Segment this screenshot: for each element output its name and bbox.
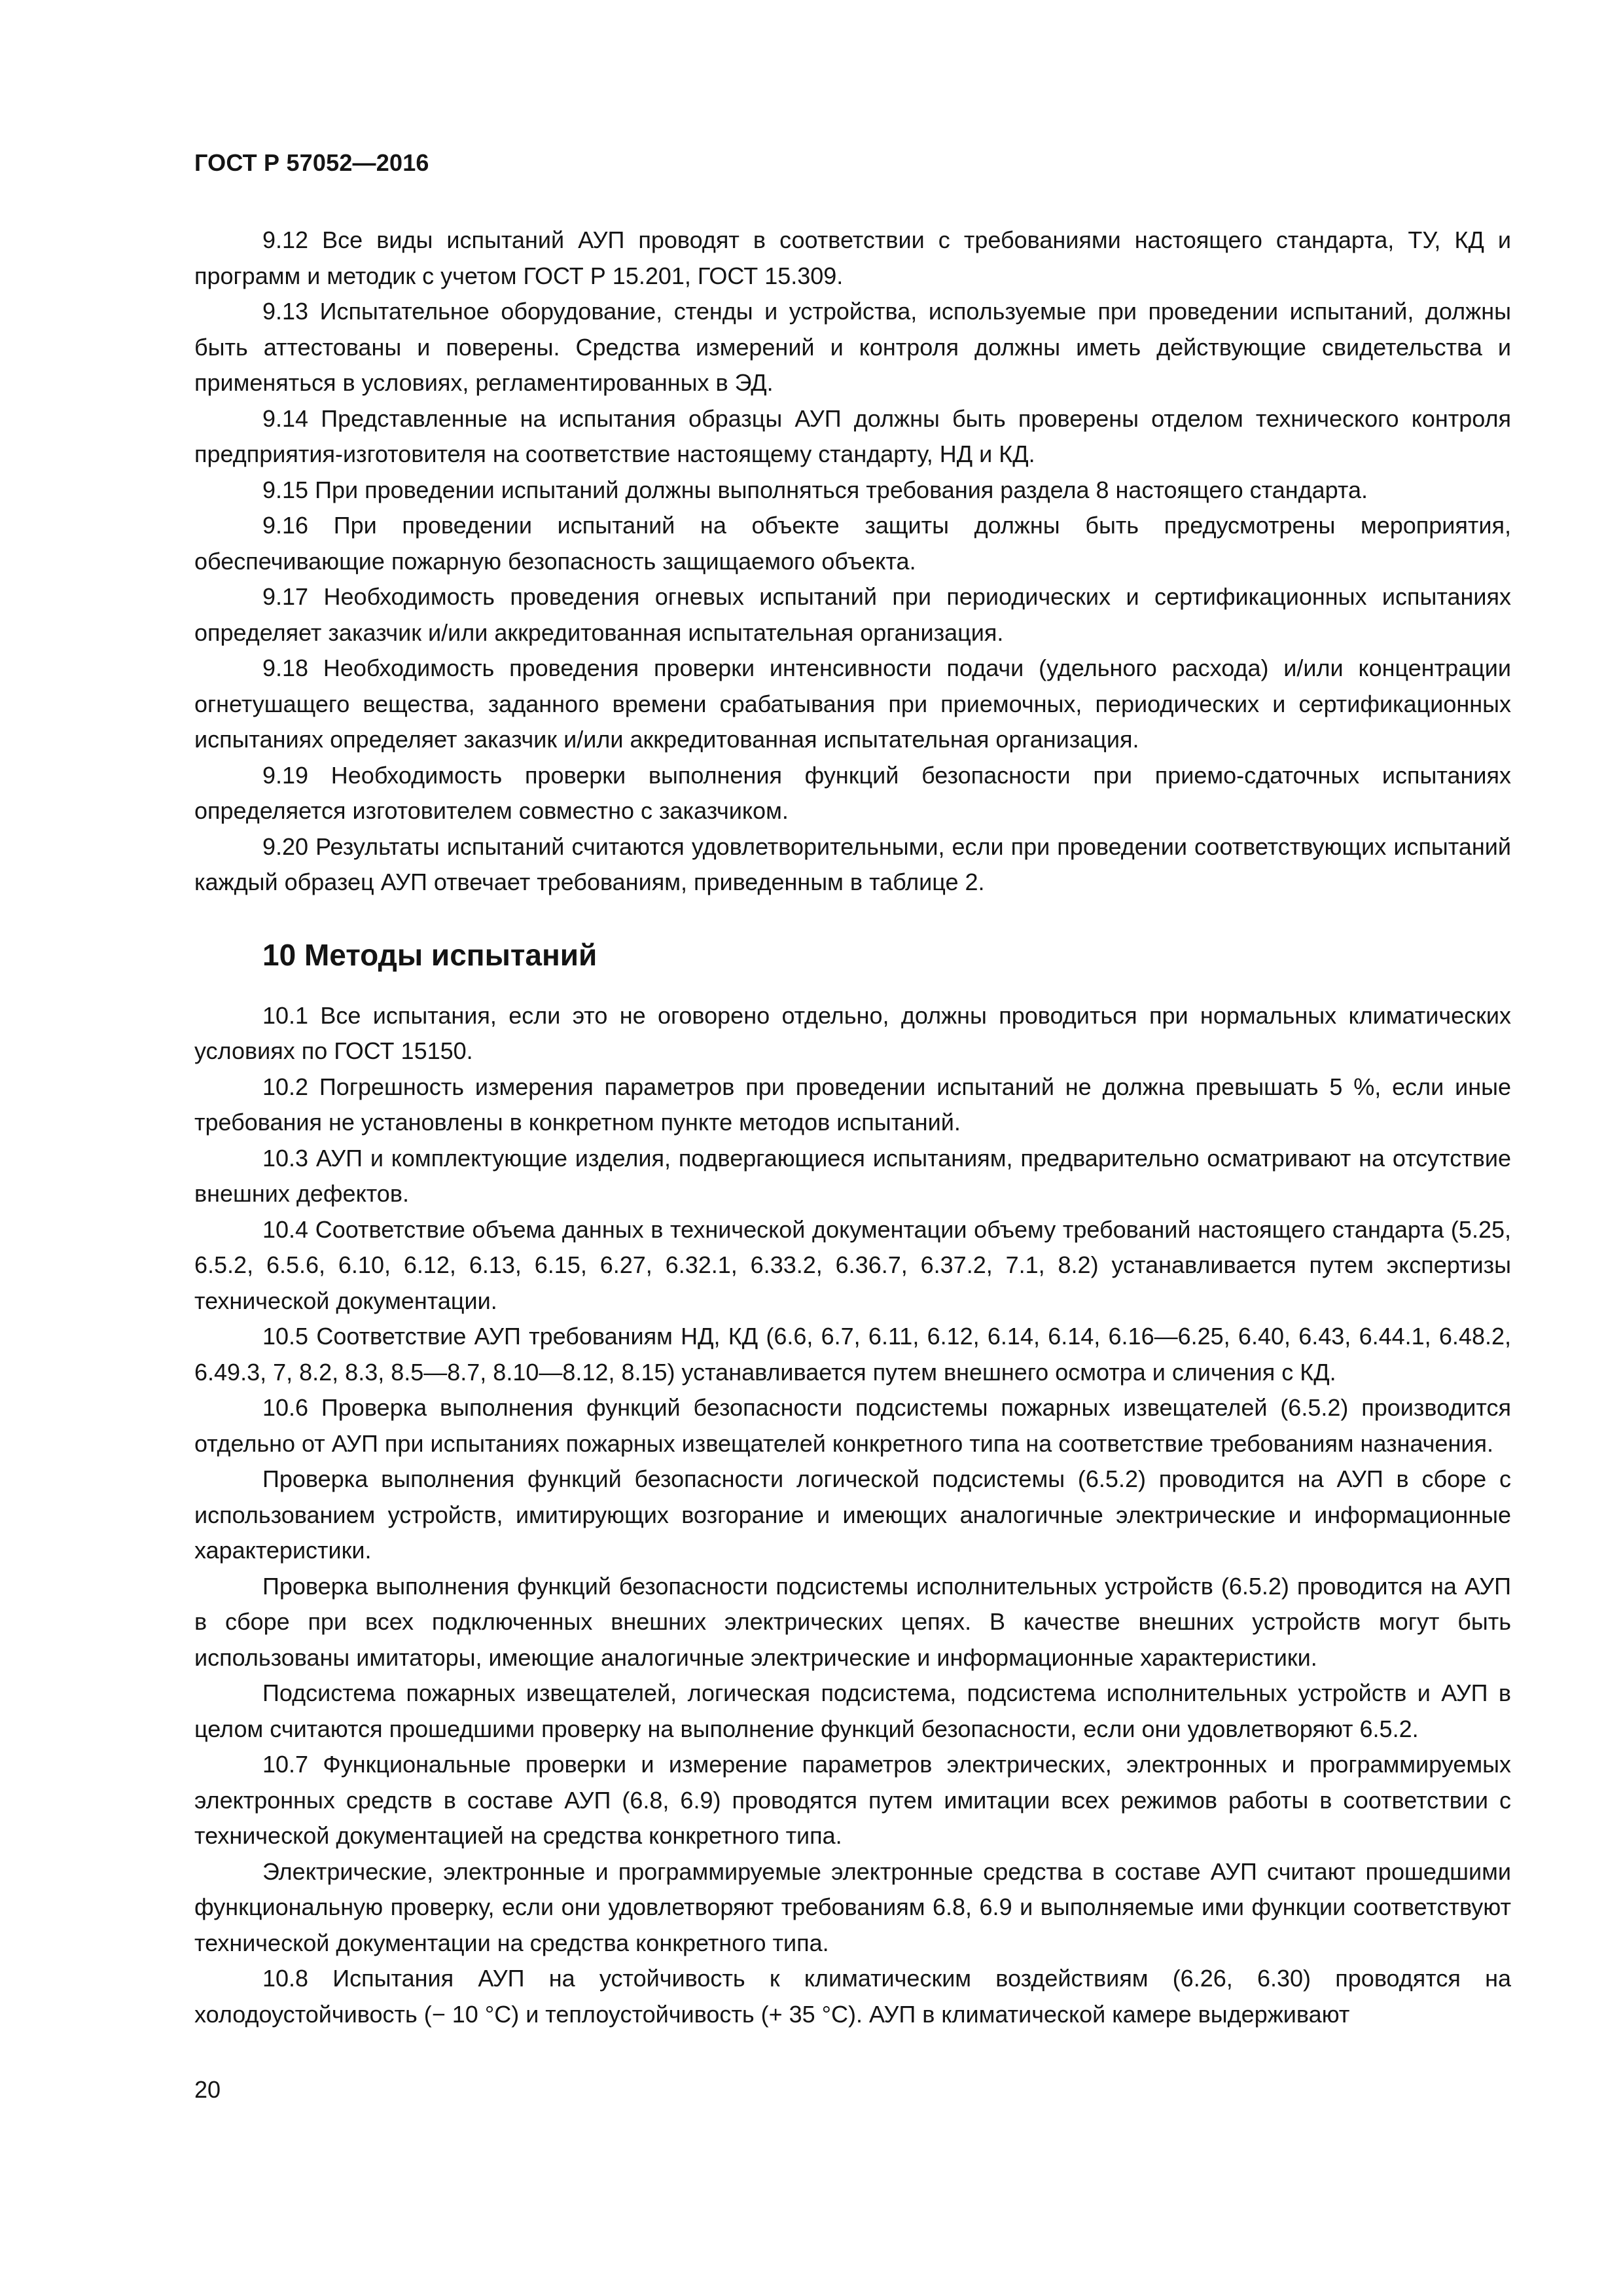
paragraph-10-7-result: Электрические, электронные и программируемые электронные средства в составе АУП считают прошедшими функциональную проверку, если они удовлетворяют требованиям 6.8, 6.9 и выполняемые ими функции соответствуют технической документации на средства конкретного типа.: [194, 1857, 1511, 1956]
paragraph-10-7: 10.7 Функциональные проверки и измерение параметров электрических, электронных и программируемых электронных средств в составе АУП (6.8, 6.9) проводятся путем имитации всех режимов работы в соответствии с технической документацией на средства конкретного типа.: [194, 1751, 1511, 1849]
paragraph-9-15: 9.15 При проведении испытаний должны выполняться требования раздела 8 настоящего стандарта.: [262, 476, 1368, 503]
document-body: [194, 223, 1511, 2032]
document-header: ГОСТ Р 57052—2016: [194, 149, 429, 176]
page-number: 20: [194, 2076, 221, 2103]
paragraph-10-6-summary: Подсистема пожарных извещателей, логическая подсистема, подсистема исполнительных устройств и АУП в целом считаются прошедшими проверку на выполнение функций безопасности, если они удовлетворяют 6.5.2.: [194, 1679, 1511, 1742]
paragraph-10-2: 10.2 Погрешность измерения параметров при проведении испытаний не должна превышать 5 %, если иные требования не установлены в конкретном пункте методов испытаний.: [194, 1073, 1511, 1136]
paragraph-9-17: 9.17 Необходимость проведения огневых испытаний при периодических и сертификационных испытаниях определяет заказчик и/или аккредитованная испытательная организация.: [194, 583, 1511, 646]
section-heading: 10 Методы испытаний: [262, 937, 597, 972]
paragraph-10-3: 10.3 АУП и комплектующие изделия, подвергающиеся испытаниям, предварительно осматривают на отсутствие внешних дефектов.: [194, 1144, 1511, 1207]
paragraph-10-4: 10.4 Соответствие объема данных в технической документации объему требований настоящего стандарта (5.25, 6.5.2, 6.5.6, 6.10, 6.12, 6.13, 6.15, 6.27, 6.32.1, 6.33.2, 6.36.7, 6.37.2, 7.1, 8.2) устанавливается путем экспертизы технической документации.: [194, 1215, 1511, 1314]
paragraph-10-5: 10.5 Соответствие АУП требованиям НД, КД (6.6, 6.7, 6.11, 6.12, 6.14, 6.14, 6.16—6.25, 6.40, 6.43, 6.44.1, 6.48.2, 6.49.3, 7, 8.2, 8.3, 8.5—8.7, 8.10—8.12, 8.15) устанавливается путем внешнего осмотра и сличения с КД.: [194, 1323, 1511, 1386]
paragraph-10-6-logic: Проверка выполнения функций безопасности логической подсистемы (6.5.2) проводится на АУП в сборе с использованием устройств, имитирующих возгорание и имеющих аналогичные электрические и информационные характеристики.: [194, 1465, 1511, 1564]
paragraph-9-14: 9.14 Представленные на испытания образцы АУП должны быть проверены отделом технического контроля предприятия-изготовителя на соответствие настоящему стандарту, НД и КД.: [194, 404, 1511, 467]
paragraph-10-1: 10.1 Все испытания, если это не оговорено отдельно, должны проводиться при нормальных климатических условиях по ГОСТ 15150.: [194, 1001, 1511, 1064]
paragraph-9-16: 9.16 При проведении испытаний на объекте защиты должны быть предусмотрены мероприятия, обеспечивающие пожарную безопасность защищаемого объекта.: [194, 512, 1511, 575]
paragraph-9-18: 9.18 Необходимость проведения проверки интенсивности подачи (удельного расхода) и/или концентрации огнетушащего вещества, заданного времени срабатывания при приемочных, периодических и сертификационных испытаниях определяет заказчик и/или аккредитованная испытательная организация.: [194, 655, 1511, 753]
paragraph-9-19: 9.19 Необходимость проверки выполнения функций безопасности при приемо-сдаточных испытаниях определяется изготовителем совместно с заказчиком.: [194, 761, 1511, 824]
paragraph-10-6: 10.6 Проверка выполнения функций безопасности подсистемы пожарных извещателей (6.5.2) производится отдельно от АУП при испытаниях пожарных извещателей конкретного типа на соответствие требованиям назначения.: [194, 1394, 1511, 1457]
paragraph-10-8: 10.8 Испытания АУП на устойчивость к климатическим воздействиям (6.26, 6.30) проводятся на холодоустойчивость (− 10 °С) и теплоустойчивость (+ 35 °С). АУП в климатической камере выдерживают: [194, 1965, 1511, 2028]
paragraph-10-6-actuators: Проверка выполнения функций безопасности подсистемы исполнительных устройств (6.5.2) проводится на АУП в сборе при всех подключенных внешних электрических цепях. В качестве внешних устройств могут быть использованы имитаторы, имеющие аналогичные электрические и информационные характеристики.: [194, 1572, 1511, 1671]
paragraph-9-13: 9.13 Испытательное оборудование, стенды и устройства, используемые при проведении испытаний, должны быть аттестованы и поверены. Средства измерений и контроля должны иметь действующие свидетельства и применяться в условиях, регламентированных в ЭД.: [194, 298, 1511, 396]
paragraph-9-20: 9.20 Результаты испытаний считаются удовлетворительными, если при проведении соответствующих испытаний каждый образец АУП отвечает требованиям, приведенным в таблице 2.: [194, 833, 1511, 895]
paragraph-9-12: 9.12 Все виды испытаний АУП проводят в соответствии с требованиями настоящего стандарта, ТУ, КД и программ и методик с учетом ГОСТ Р 15.201, ГОСТ 15.309.: [194, 226, 1511, 289]
